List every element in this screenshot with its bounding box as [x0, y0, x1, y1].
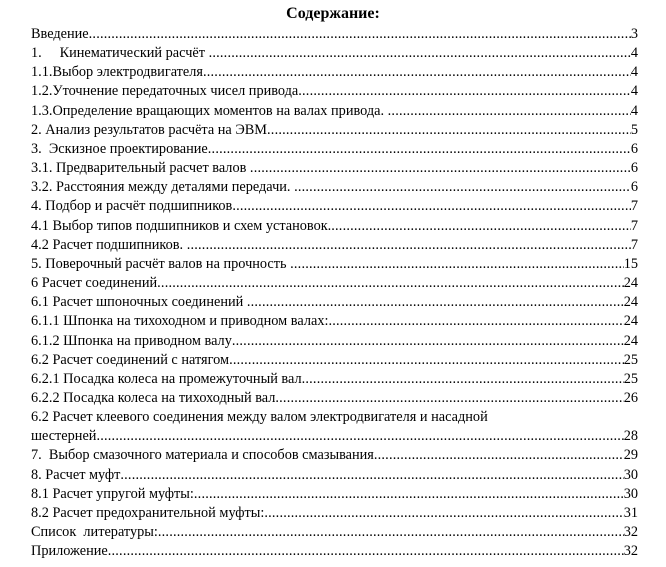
toc-dot-leader	[374, 446, 624, 465]
toc-entries-after-group	[31, 446, 638, 561]
toc-entry	[31, 370, 638, 389]
toc-entry	[31, 332, 638, 351]
toc-page-number: 31	[623, 504, 638, 521]
toc-page-number: 32	[623, 543, 638, 560]
toc-dot-leader	[247, 293, 624, 312]
toc-page-number: 6	[630, 140, 638, 157]
toc-entry-text: 6.2.1 Посадка колеса на промежуточный вал	[31, 370, 302, 387]
toc-page-number: 24	[623, 294, 638, 311]
toc-dot-leader	[89, 25, 631, 44]
toc-page-number: 6	[630, 179, 638, 196]
toc-page-number: 4	[630, 64, 638, 81]
toc-dot-leader	[157, 274, 624, 293]
toc-entry-text: 8. Расчет муфт	[31, 466, 121, 483]
toc-entry-text: 1.2.Уточнение передаточных чисел привода	[31, 83, 299, 100]
toc-entry-text: 6.1.2 Шпонка на приводном валу	[31, 332, 232, 349]
toc-dot-leader	[331, 217, 631, 236]
toc-page-number: 7	[630, 236, 638, 253]
toc-dot-leader	[232, 332, 624, 351]
toc-entry	[31, 44, 638, 63]
toc-entry	[31, 140, 638, 159]
toc-page-number: 30	[623, 466, 638, 483]
toc-dot-leader	[229, 351, 624, 370]
toc-entry	[31, 236, 638, 255]
toc-entry	[31, 485, 638, 504]
toc-page-number: 7	[630, 217, 638, 234]
toc-entry	[31, 82, 638, 101]
toc-dot-leader	[208, 140, 631, 159]
toc-entry-text: 6.1 Расчет шпоночных соединений	[31, 294, 247, 311]
toc-page-number: 4	[630, 102, 638, 119]
toc-dot-leader	[203, 63, 631, 82]
toc-page-number: 15	[623, 255, 638, 272]
toc-page-number: 24	[623, 313, 638, 330]
toc-entry-text: 1.3.Определение вращающих моментов на валах привода.	[31, 102, 388, 119]
toc-entry	[31, 102, 638, 121]
toc-page-number: 26	[623, 389, 638, 406]
toc-page-number: 4	[630, 45, 638, 62]
toc-page-number: 29	[623, 447, 638, 464]
toc-page-number: 6	[630, 160, 638, 177]
toc-dot-leader	[108, 542, 624, 561]
toc-entry	[31, 389, 638, 408]
toc-entry-text: 4.1 Выбор типов подшипников и схем установок.	[31, 217, 332, 234]
toc-entry-text: 6.1.1 Шпонка на тихоходном и приводном валах:	[31, 313, 329, 330]
toc-entry-text: 5. Поверочный расчёт валов на прочность	[31, 255, 291, 272]
toc-entry-text: 4.2 Расчет подшипников.	[31, 236, 187, 253]
toc-entry	[31, 523, 638, 542]
toc-entry-text: 6.2.2 Посадка колеса на тихоходный вал	[31, 389, 276, 406]
toc-dot-leader	[264, 504, 623, 523]
toc-entry	[31, 178, 638, 197]
toc-entry-text: 8.1 Расчет упругой муфты:	[31, 485, 194, 502]
toc-entry	[31, 121, 638, 140]
toc-page-number: 4	[630, 83, 638, 100]
toc-entry-text: 2. Анализ результатов расчёта на ЭВМ	[31, 121, 268, 138]
toc-multiline-entry	[31, 408, 638, 446]
toc-entry-text: Введение	[31, 26, 89, 42]
toc-page-number: 28	[623, 428, 638, 445]
toc-title: Содержание:	[286, 5, 380, 22]
toc-multiline-first-line: 6.2 Расчет клеевого соединения между валом электродвигателя и насадной	[31, 409, 488, 426]
toc-dot-leader	[120, 466, 623, 485]
toc-dot-leader	[328, 312, 623, 331]
toc-dot-leader	[275, 389, 623, 408]
toc-entry	[31, 217, 638, 236]
toc-entries-group	[31, 25, 638, 408]
toc-entry	[31, 312, 638, 331]
toc-dot-leader	[267, 121, 631, 140]
toc-entry-text: 3. Эскизное проектирование	[31, 140, 208, 157]
toc-dot-leader	[194, 485, 624, 504]
toc-entry-text: Приложение	[31, 543, 108, 560]
toc-entry	[31, 63, 638, 82]
toc-entry	[31, 542, 638, 561]
toc-page-number: 7	[630, 198, 638, 215]
table-of-contents	[31, 25, 638, 561]
toc-page-number: 30	[623, 485, 638, 502]
toc-entry	[31, 351, 638, 370]
toc-page-number: 5	[630, 121, 638, 138]
toc-entry	[31, 274, 638, 293]
toc-entry	[31, 159, 638, 178]
toc-entry	[31, 197, 638, 216]
toc-entry-text: 1.1.Выбор электродвигателя	[31, 64, 203, 81]
toc-page-number: 25	[623, 370, 638, 387]
toc-entry-text: 7. Выбор смазочного материала и способов смазывания	[31, 447, 374, 464]
toc-dot-leader	[388, 102, 631, 121]
toc-entry	[31, 255, 638, 274]
toc-entry	[31, 427, 638, 446]
toc-dot-leader	[290, 255, 624, 274]
toc-entry-text: Список литературы:	[31, 524, 158, 541]
toc-entry-text: 6 Расчет соединений	[31, 275, 158, 292]
toc-page-number: 25	[623, 351, 638, 368]
toc-page-number: 3	[630, 26, 638, 42]
toc-entry	[31, 25, 638, 44]
toc-entry-text: 1. Кинематический расчёт	[31, 45, 209, 62]
toc-entry-text: шестерней	[31, 428, 97, 445]
toc-entry	[31, 466, 638, 485]
toc-dot-leader	[187, 236, 631, 255]
toc-entry	[31, 504, 638, 523]
toc-entry	[31, 293, 638, 312]
toc-page-number: 24	[623, 275, 638, 292]
toc-entry-text: 4. Подбор и расчёт подшипников	[31, 198, 233, 215]
toc-dot-leader	[294, 178, 631, 197]
toc-dot-leader	[302, 370, 624, 389]
toc-page-number: 24	[623, 332, 638, 349]
toc-entry	[31, 446, 638, 465]
toc-entry-text: 8.2 Расчет предохранительной муфты:	[31, 504, 265, 521]
toc-page-number: 32	[623, 524, 638, 541]
toc-entry-text: 3.1. Предварительный расчет валов	[31, 160, 250, 177]
toc-entry-text: 6.2 Расчет соединений с натягом	[31, 351, 230, 368]
toc-dot-leader	[298, 82, 631, 101]
toc-dot-leader	[96, 427, 623, 446]
toc-dot-leader	[232, 197, 631, 216]
toc-dot-leader	[250, 159, 631, 178]
toc-dot-leader	[158, 523, 624, 542]
toc-entry-text: 3.2. Расстояния между деталями передачи.	[31, 179, 295, 196]
toc-dot-leader	[209, 44, 631, 63]
